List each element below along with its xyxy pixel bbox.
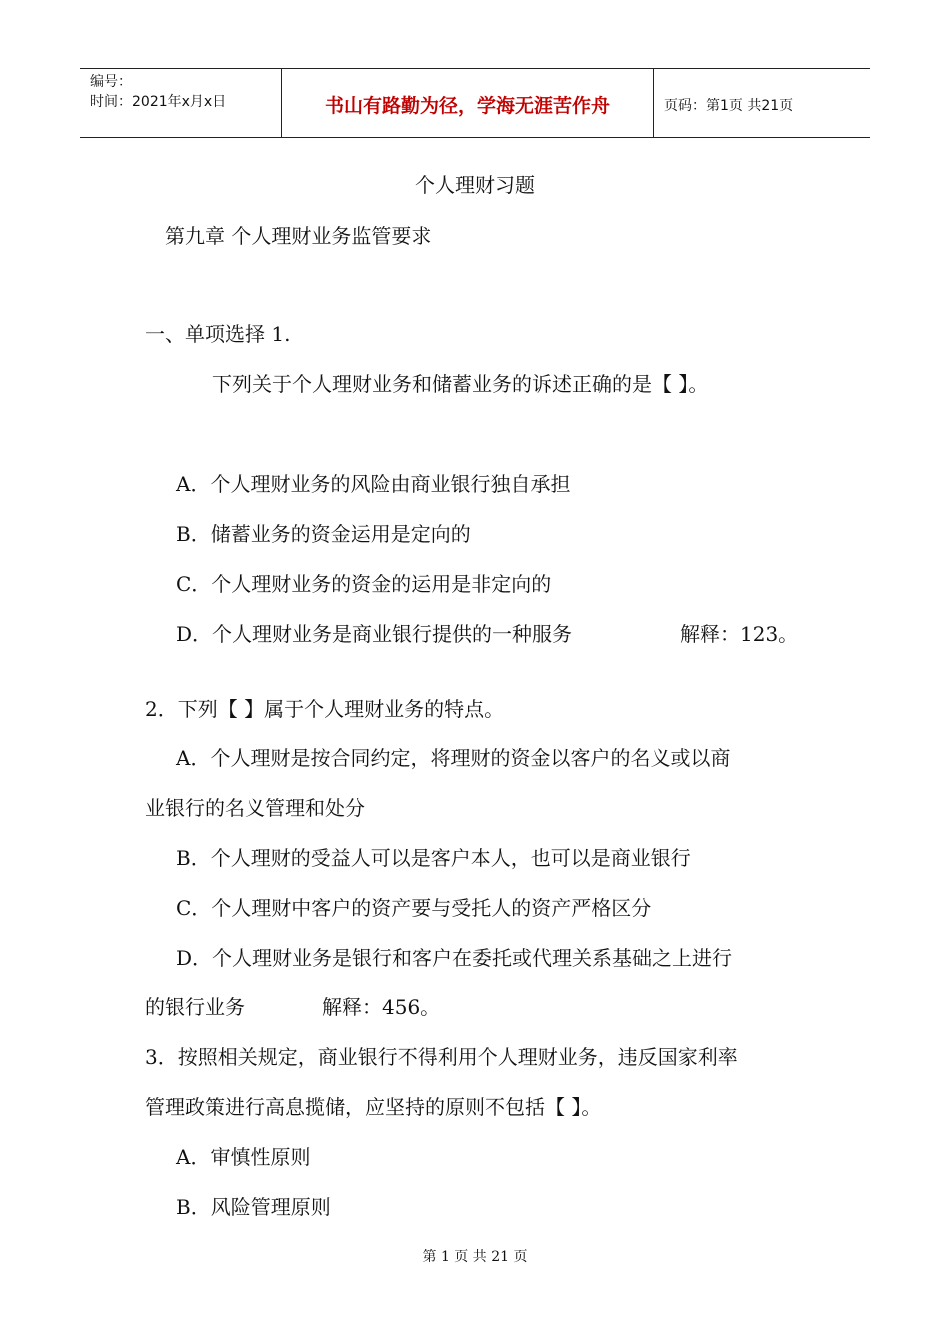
- q1-option-b: B．储蓄业务的资金运用是定向的: [176, 522, 471, 546]
- header-page-info: 页码：第1页 共21页: [664, 98, 794, 114]
- header-page-cell: [654, 69, 870, 137]
- section-heading: 一、单项选择 1.: [145, 322, 291, 346]
- document-title: 个人理财习题: [415, 173, 535, 197]
- q3-option-b: B．风险管理原则: [176, 1195, 331, 1219]
- document-number-label: 编号：: [90, 74, 132, 90]
- page-footer: 第 1 页 共 21 页: [422, 1249, 528, 1265]
- document-header: [80, 68, 870, 138]
- document-date: 时间：2021年x月x日: [90, 94, 227, 110]
- q1-option-d: D．个人理财业务是商业银行提供的一种服务: [176, 622, 573, 646]
- q2-option-d-line1: D．个人理财业务是银行和客户在委托或代理关系基础之上进行: [176, 946, 733, 970]
- header-motto: 书山有路勤为径，学海无涯苦作舟: [324, 95, 610, 117]
- q1-stem: 下列关于个人理财业务和储蓄业务的诉述正确的是【 】。: [212, 372, 709, 396]
- q1-explanation: 解释：123。: [680, 622, 799, 646]
- chapter-heading: 第九章 个人理财业务监管要求: [165, 224, 432, 248]
- header-meta-cell: [80, 69, 282, 137]
- q3-stem-line2: 管理政策进行高息揽储，应坚持的原则不包括【 】。: [145, 1095, 602, 1119]
- q2-option-b: B．个人理财的受益人可以是客户本人，也可以是商业银行: [176, 846, 691, 870]
- q2-option-a-line2: 业银行的名义管理和处分: [145, 796, 365, 820]
- q2-option-d-line2: 的银行业务: [145, 995, 245, 1019]
- q2-explanation: 解释：456。: [322, 995, 441, 1019]
- q2-stem: 2．下列【 】属于个人理财业务的特点。: [145, 697, 505, 721]
- q2-option-c: C．个人理财中客户的资产要与受托人的资产严格区分: [176, 896, 652, 920]
- q3-option-a: A．审慎性原则: [176, 1145, 311, 1169]
- q2-option-a-line1: A．个人理财是按合同约定，将理财的资金以客户的名义或以商: [176, 746, 731, 770]
- q1-option-a: A．个人理财业务的风险由商业银行独自承担: [176, 472, 571, 496]
- header-motto-cell: [282, 69, 654, 137]
- q3-stem-line1: 3．按照相关规定，商业银行不得利用个人理财业务，违反国家利率: [145, 1045, 738, 1069]
- q1-option-c: C．个人理财业务的资金的运用是非定向的: [176, 572, 552, 596]
